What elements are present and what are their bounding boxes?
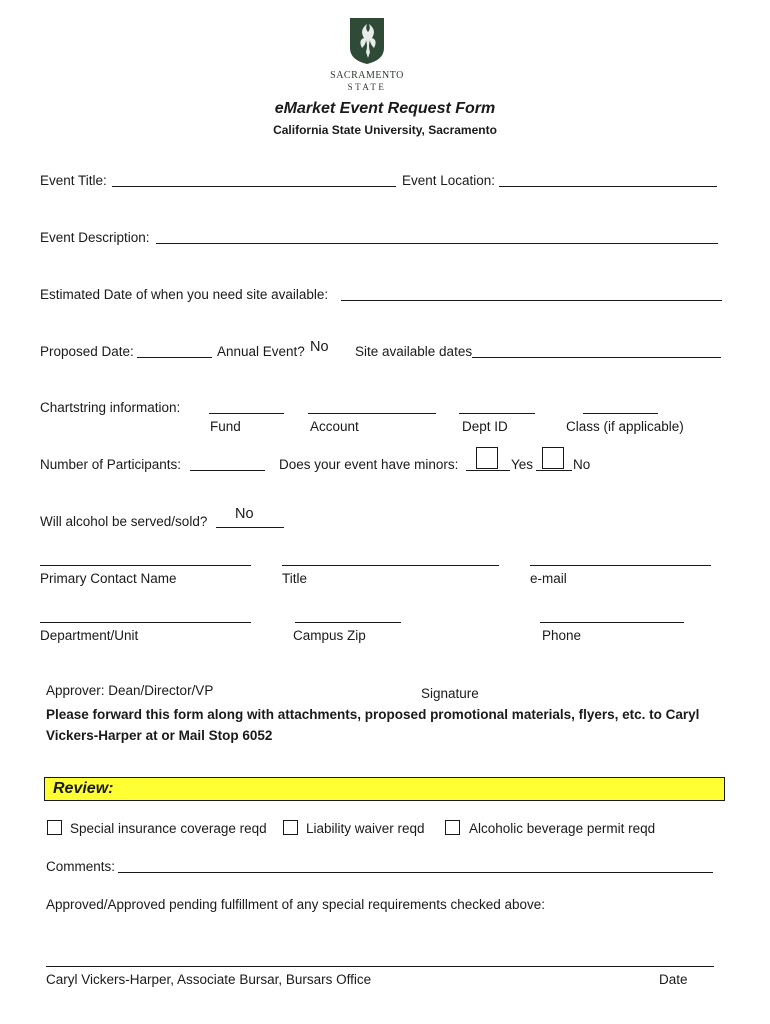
alcohol-field[interactable]	[216, 527, 284, 528]
logo-text-sacramento: SACRAMENTO	[330, 70, 404, 81]
form-title: eMarket Event Request Form	[274, 100, 496, 117]
site-dates-label: Site available dates	[355, 344, 473, 359]
date-label: Date	[659, 972, 688, 987]
chart-fund-field[interactable]	[209, 413, 284, 414]
minors-yes-checkbox[interactable]	[476, 447, 498, 469]
chart-dept-label: Dept ID	[462, 419, 508, 434]
comments-label: Comments:	[46, 859, 116, 874]
estimated-date-label: Estimated Date of when you need site available:	[40, 287, 329, 302]
alcohol-value[interactable]: No	[235, 506, 254, 522]
review-header	[44, 777, 725, 801]
insurance-label: Special insurance coverage reqd	[70, 821, 267, 836]
approved-label: Approved/Approved pending fulfillment of any special requirements checked above:	[46, 897, 546, 912]
minors-label: Does your event have minors:	[279, 457, 459, 472]
chartstring-label: Chartstring information:	[40, 400, 181, 415]
logo-text-state: STATE	[347, 82, 387, 92]
primary-contact-field[interactable]	[40, 565, 251, 566]
event-title-field[interactable]	[112, 186, 396, 187]
approver-label: Approver: Dean/Director/VP	[46, 683, 214, 698]
minors-yes-line	[466, 470, 510, 471]
email-label: e-mail	[530, 571, 567, 586]
event-location-label: Event Location:	[402, 173, 496, 188]
proposed-date-label: Proposed Date:	[40, 344, 134, 359]
department-field[interactable]	[40, 622, 251, 623]
email-field[interactable]	[530, 565, 711, 566]
event-description-label: Event Description:	[40, 230, 150, 245]
annual-event-label: Annual Event?	[217, 344, 305, 359]
liability-checkbox[interactable]	[283, 820, 298, 835]
estimated-date-field[interactable]	[341, 300, 722, 301]
chart-fund-label: Fund	[210, 419, 241, 434]
torch-icon	[330, 16, 404, 66]
bursar-signer-label: Caryl Vickers-Harper, Associate Bursar, Bursars Office	[46, 972, 372, 987]
alcohol-permit-checkbox[interactable]	[445, 820, 460, 835]
event-title-label: Event Title:	[40, 173, 107, 188]
phone-label: Phone	[542, 628, 582, 643]
site-dates-field[interactable]	[472, 357, 721, 358]
alcohol-permit-label: Alcoholic beverage permit reqd	[469, 821, 656, 836]
university-logo	[330, 16, 440, 96]
form-subtitle: California State University, Sacramento	[273, 123, 497, 137]
review-heading: Review:	[53, 780, 114, 797]
chart-account-label: Account	[310, 419, 359, 434]
signature-label: Signature	[421, 686, 479, 701]
minors-no-checkbox[interactable]	[542, 447, 564, 469]
alcohol-label: Will alcohol be served/sold?	[40, 514, 208, 529]
comments-field[interactable]	[118, 872, 713, 873]
participants-label: Number of Participants:	[40, 457, 182, 472]
instructions-line-1: Please forward this form along with attachments, proposed promotional materials, flyers, etc. to Caryl	[46, 707, 700, 722]
department-label: Department/Unit	[40, 628, 139, 643]
chart-dept-field[interactable]	[459, 413, 535, 414]
annual-event-value[interactable]: No	[310, 339, 329, 355]
participants-field[interactable]	[190, 470, 265, 471]
liability-label: Liability waiver reqd	[306, 821, 425, 836]
campus-zip-label: Campus Zip	[293, 628, 366, 643]
minors-no-label: No	[573, 457, 591, 472]
proposed-date-field[interactable]	[137, 357, 212, 358]
event-location-field[interactable]	[499, 186, 717, 187]
insurance-checkbox[interactable]	[47, 820, 62, 835]
event-description-field[interactable]	[156, 243, 718, 244]
chart-class-label: Class (if applicable)	[566, 419, 684, 434]
minors-yes-label: Yes	[511, 457, 534, 472]
campus-zip-field[interactable]	[295, 622, 401, 623]
contact-title-field[interactable]	[282, 565, 499, 566]
bursar-signature-field[interactable]	[46, 966, 714, 967]
instructions-line-2: Vickers-Harper at or Mail Stop 6052	[46, 728, 273, 743]
chart-account-field[interactable]	[308, 413, 436, 414]
chart-class-field[interactable]	[583, 413, 658, 414]
contact-title-label: Title	[282, 571, 308, 586]
phone-field[interactable]	[540, 622, 684, 623]
primary-contact-label: Primary Contact Name	[40, 571, 177, 586]
minors-no-line	[536, 470, 572, 471]
